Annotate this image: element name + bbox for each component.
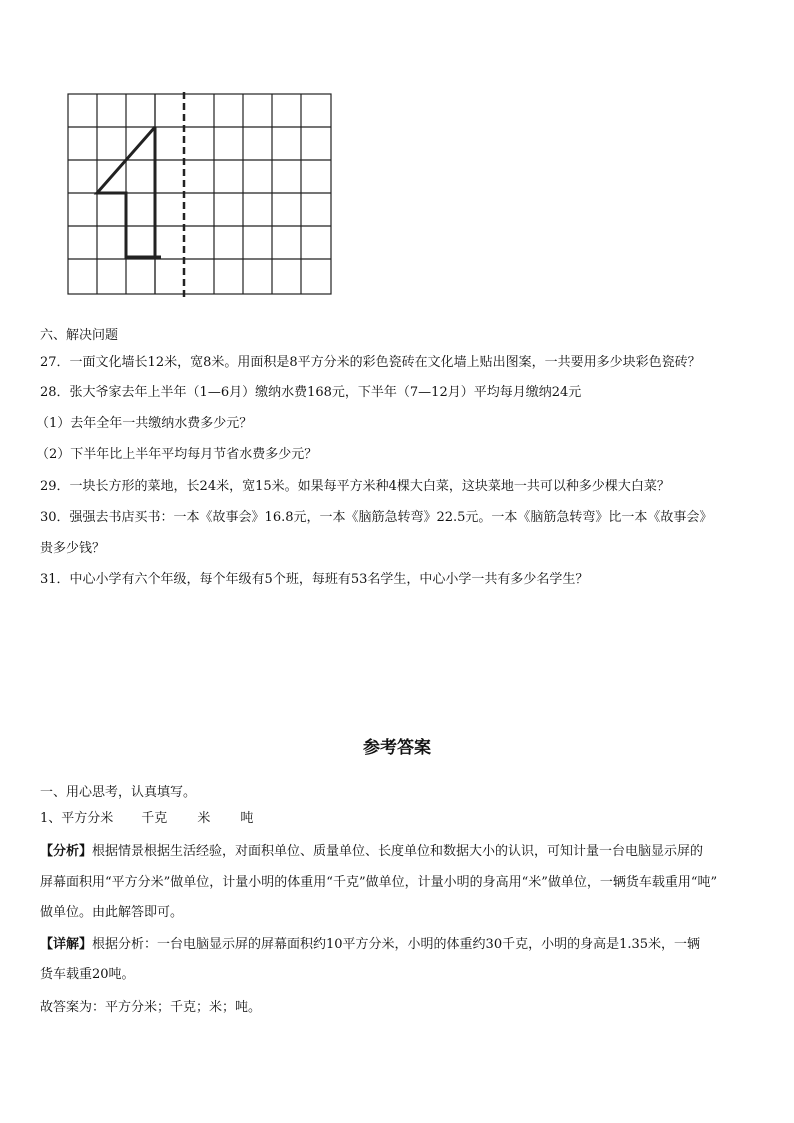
final-answer: 故答案为：平方分米；千克；米；吨。	[40, 1000, 262, 1015]
unit-ton: 吨	[240, 811, 254, 826]
analysis-tag: 【分析】	[40, 844, 93, 859]
analysis-line-2: 屏幕面积用“平方分米”做单位，计量小明的体重用“千克”做单位，计量小明的身高用“米”做单位，一辆货车载重用“吨”	[40, 875, 718, 890]
question-29: 29．一块长方形的菜地，长24米，宽15米。如果每平方米种4棵大白菜，这块菜地一共可以种多少棵大白菜？	[40, 479, 670, 494]
grid-svg	[66, 92, 336, 302]
answer-1: 1、平方分米 千克 米 吨	[40, 811, 254, 826]
unit-mass: 千克	[141, 811, 168, 826]
half-figure	[97, 127, 161, 257]
question-28-part1: （1）去年全年一共缴纳水费多少元？	[36, 416, 253, 431]
answers-title: 参考答案	[363, 738, 431, 758]
question-31: 31．中心小学有六个年级，每个年级有5个班，每班有53名学生，中心小学一共有多少名学生？	[40, 572, 589, 587]
answers-part1-heading: 一、用心思考，认真填写。	[40, 785, 197, 800]
detail-line-2: 货车载重20吨。	[40, 967, 135, 982]
detail-line-1: 【详解】根据分析：一台电脑显示屏的屏幕面积约10平方分米，小明的体重约30千克，小明的身高是1.35米，一辆	[40, 937, 701, 952]
analysis-line-1: 【分析】根据情景根据生活经验，对面积单位、质量单位、长度单位和数据大小的认识，可知计量一台电脑显示屏的	[40, 844, 704, 859]
question-30-cont: 贵多少钱？	[40, 541, 106, 556]
analysis-line-3: 做单位。由此解答即可。	[40, 905, 184, 920]
section-heading: 六、解决问题	[40, 328, 119, 343]
question-28: 28．张大爷家去年上半年（1—6月）缴纳水费168元，下半年（7—12月）平均每月缴纳24元	[40, 385, 582, 400]
grid-figure	[66, 92, 336, 302]
question-27: 27．一面文化墙长12米，宽8米。用面积是8平方分米的彩色瓷砖在文化墙上贴出图案，一共要用多少块彩色瓷砖？	[40, 355, 701, 370]
detail-tag: 【详解】	[40, 937, 93, 952]
unit-length: 米	[197, 811, 211, 826]
question-30: 30．强强去书店买书：一本《故事会》16.8元，一本《脑筋急转弯》22.5元。一本《脑筋急转弯》比一本《故事会》	[40, 510, 713, 525]
question-28-part2: （2）下半年比上半年平均每月节省水费多少元？	[36, 447, 318, 462]
unit-area: 平方分米	[61, 811, 114, 826]
